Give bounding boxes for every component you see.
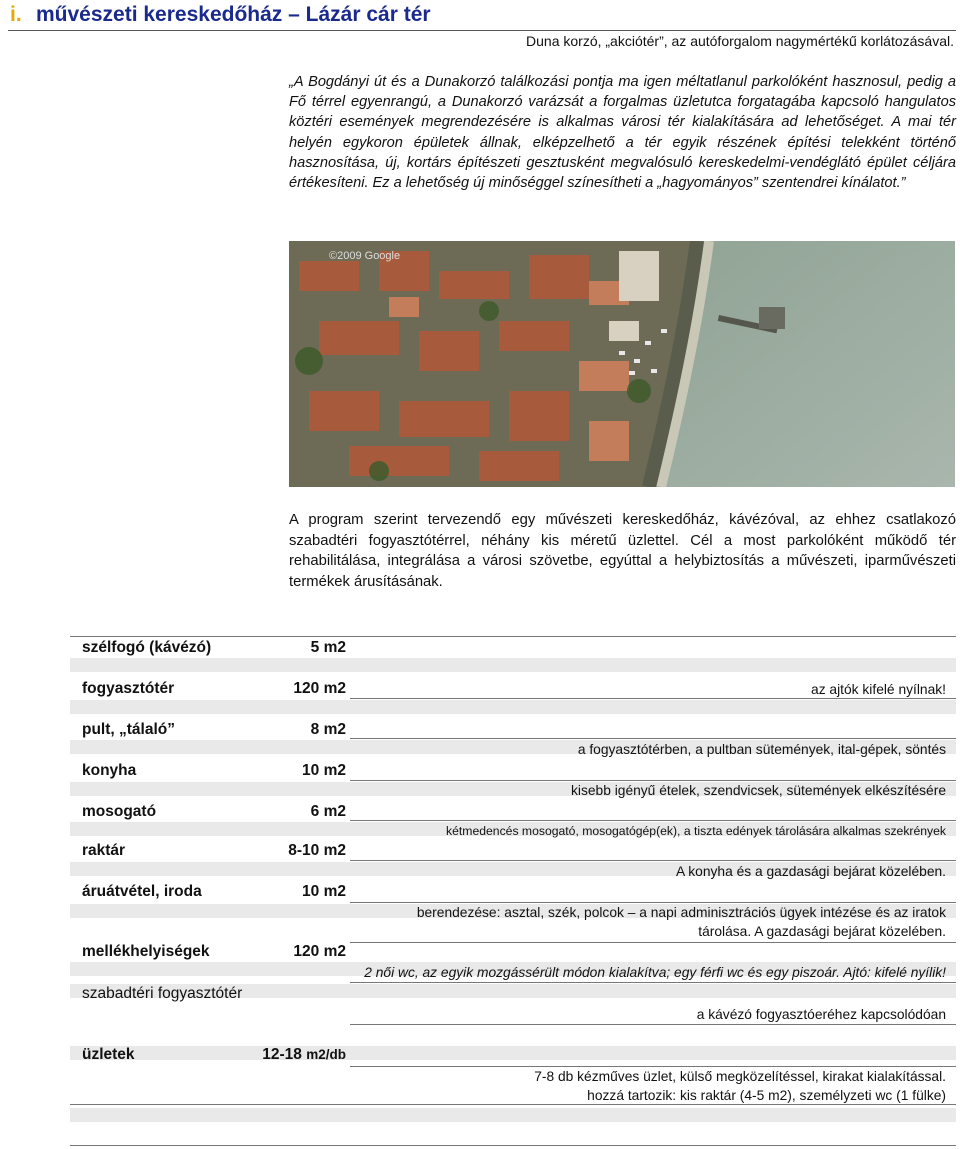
space-area: 10 m2	[302, 883, 346, 900]
note-text: 7-8 db kézműves üzlet, külső megközelítéssel, kirakat kialakítással.	[534, 1069, 946, 1084]
space-name: áruátvétel, iroda	[82, 883, 202, 900]
space-area: 12-18 m2/db	[262, 1046, 346, 1063]
space-name: pult, „tálaló”	[82, 721, 175, 738]
aerial-photo-illustration	[289, 241, 955, 487]
quote-paragraph: „A Bogdányi út és a Dunakorzó találkozási pontja ma igen méltatlanul parkolóként hasznosul, pedig a Fő térrel egyenrangú, a Dunakorzó varázsát a forgalmas üzletutca forgatagába kapcsoló hangulatos köztéri események megrendezésére is alkalmas városi tér kialakítására ad lehetőséget. A mai tér helyén egykoron épületek állnak, elképzelhető a tér egyik részének építési telekként történő hasznosítása, új, kortárs építészeti gesztusként megvalósuló kereskedelmi-vendéglátó épület céljára értékesíteni. Ez a lehetőség új minőséggel színesítheti a „hagyományos” szentendrei kínálatot.”	[289, 74, 956, 192]
page-subtitle: Duna korzó, „akciótér”, az autóforgalom nagymértékű korlátozásával.	[526, 33, 954, 49]
space-name: mellékhelyiségek	[82, 943, 210, 960]
space-area: 6 m2	[310, 803, 346, 820]
space-area: 8 m2	[310, 721, 346, 738]
note-text: A konyha és a gazdasági bejárat közelében.	[676, 864, 946, 879]
page-title: művészeti kereskedőház – Lázár cár tér	[36, 3, 431, 26]
note-text: a fogyasztótérben, a pultban sütemények, ital-gépek, söntés	[577, 742, 946, 757]
space-name: mosogató	[82, 803, 157, 820]
space-name: szabadtéri fogyasztótér	[82, 985, 243, 1002]
note-text: berendezése: asztal, szék, polcok – a napi adminisztrációs ügyek intézése és az iratok	[416, 905, 946, 920]
note-text: kisebb igényű ételek, szendvicsek, sütemények elkészítésére	[570, 783, 946, 798]
space-area: 120 m2	[293, 680, 346, 697]
space-name: raktár	[82, 842, 126, 859]
space-name: konyha	[82, 762, 137, 779]
note-text: az ajtók kifelé nyílnak!	[811, 682, 946, 697]
note-text: hozzá tartozik: kis raktár (4-5 m2), személyzeti wc (1 fülke)	[587, 1088, 946, 1103]
space-area: 120 m2	[293, 943, 346, 960]
title-bar	[8, 0, 956, 31]
note-text: 2 női wc, az egyik mozgássérült módon kialakítva; egy férfi wc és egy piszoár. Ajtó: kifelé nyílik!	[364, 965, 946, 980]
space-area: 8-10 m2	[288, 842, 346, 859]
note-text: kétmedencés mosogató, mosogatógép(ek), a tiszta edények tárolására alkalmas szekrények	[446, 824, 946, 838]
space-area: 5 m2	[310, 639, 346, 656]
note-text: a kávézó fogyasztóeréhez kapcsolódóan	[696, 1007, 946, 1022]
space-name: fogyasztótér	[82, 680, 175, 697]
space-name: szélfogó (kávézó)	[82, 639, 212, 656]
section-number: i.	[10, 3, 22, 26]
photo-watermark: ©2009 Google	[329, 250, 401, 262]
program-paragraph: A program szerint tervezendő egy művészeti kereskedőház, kávézóval, az ehhez csatlakozó szabadtéri fogyasztótérrel, néhány kis méretű üzlettel. Cél a most parkolóként működő tér rehabilitálása, integrálása a városi szövetbe, egyúttal a helybiztosítás a művészeti, iparművészeti termékek árusításának.	[289, 512, 956, 590]
space-area: 10 m2	[302, 762, 346, 779]
space-name: üzletek	[82, 1046, 135, 1063]
aerial-photo	[289, 241, 955, 487]
note-text: tárolása. A gazdasági bejárat közelében.	[698, 924, 946, 939]
